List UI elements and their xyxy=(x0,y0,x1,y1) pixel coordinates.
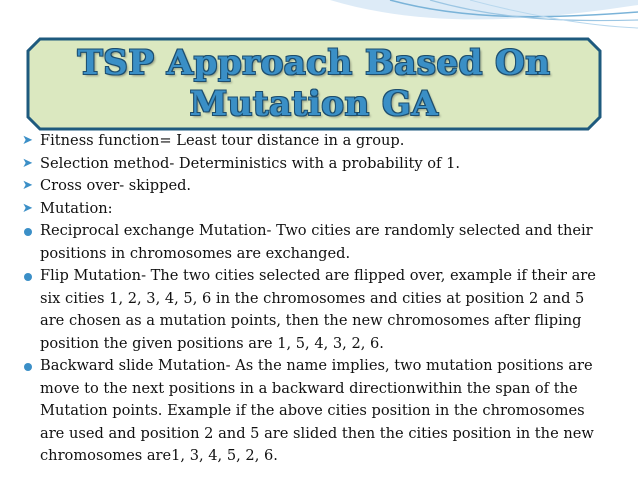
title-line-2: Mutation GA xyxy=(189,84,439,124)
bullet-text: Fitness function= Least tour distance in a group. xyxy=(40,132,405,149)
bullet-flip-mutation xyxy=(0,265,638,355)
bullet-mutation xyxy=(0,198,638,221)
bullet-list xyxy=(0,130,638,468)
title-line-1: TSP Approach Based On xyxy=(77,43,551,83)
arrow-bullet-icon: ➤ xyxy=(22,178,33,193)
bullet-text: Flip Mutation- The two cities selected are flipped over, example if their are six cities 1, 2, 3, 4, 5, 6 in the chromosomes and cities at position 2 and 5 are chosen as a mutation points, then the new chromosomes after fliping position the given positions are 1, 5, 4, 3, 2, 6. xyxy=(40,267,596,352)
bullet-text: Reciprocal exchange Mutation- Two cities are randomly selected and their positions in chromosomes are exchanged. xyxy=(40,222,593,262)
bullet-text: Mutation: xyxy=(40,199,113,217)
dot-bullet-icon xyxy=(24,273,32,281)
arrow-bullet-icon: ➤ xyxy=(22,200,33,216)
bullet-cross-over xyxy=(0,175,638,198)
page-title xyxy=(26,43,602,125)
bullet-reciprocal-exchange xyxy=(0,220,638,265)
bullet-selection-method xyxy=(0,153,638,176)
bullet-backward-slide xyxy=(0,355,638,468)
arrow-bullet-icon: ➤ xyxy=(22,133,33,148)
bullet-fitness-function xyxy=(0,130,638,153)
dot-bullet-icon xyxy=(24,228,32,236)
dot-bullet-icon xyxy=(24,363,32,371)
bullet-text: Cross over- skipped. xyxy=(40,177,192,194)
bullet-text: Selection method- Deterministics with a probability of 1. xyxy=(40,154,461,172)
arrow-bullet-icon: ➤ xyxy=(22,155,33,171)
bullet-text: Backward slide Mutation- As the name implies, two mutation positions are move to the next positions in a backward directionwithin the span of the Mutation points. Example if the above cities position in the chromosomes are used and position 2 and 5 are slided then the cities position in the new chromosomes are1, 3, 4, 5, 2, 6. xyxy=(40,357,594,464)
title-banner xyxy=(26,37,602,131)
